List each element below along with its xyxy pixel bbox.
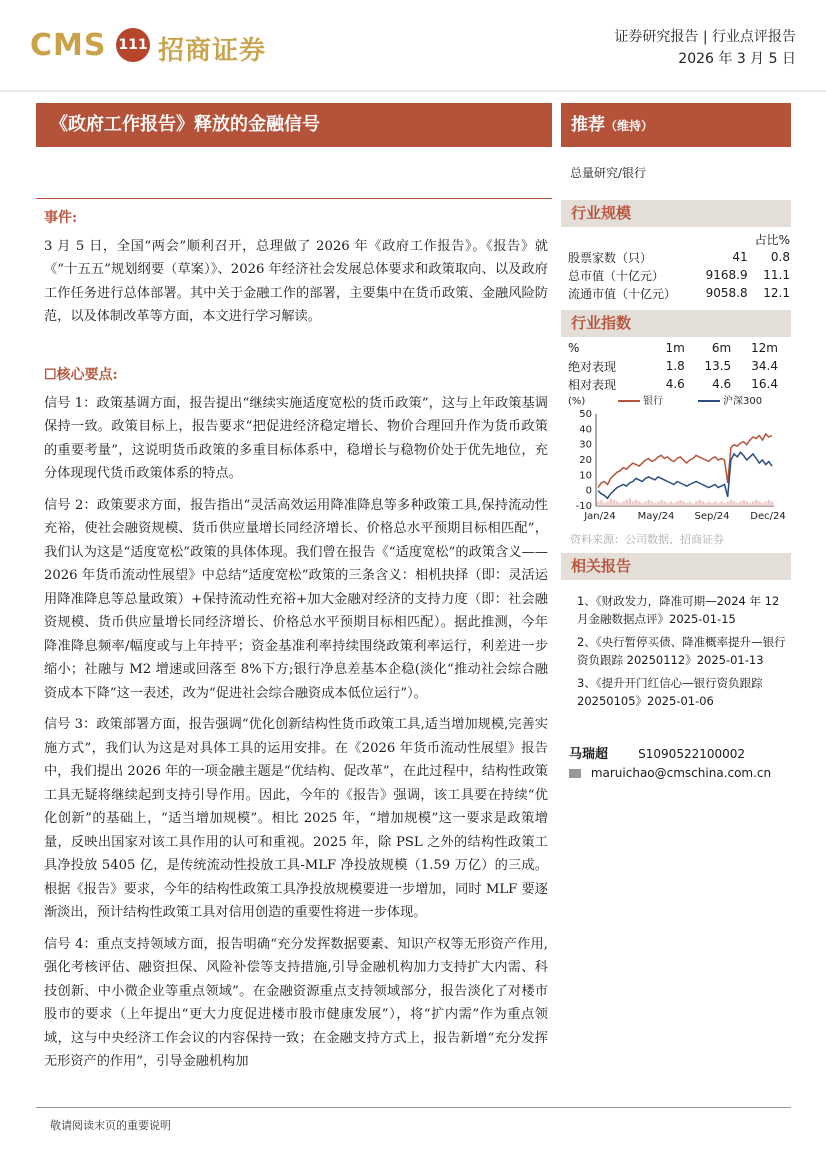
mail-icon (569, 769, 581, 778)
volume-bar (730, 500, 733, 506)
related-report-item[interactable]: 2、《央行暂停买债、降准概率提升—银行资负跟踪 20250112》2025-01-13 (577, 635, 786, 667)
volume-bar (616, 501, 619, 506)
volume-bar (638, 501, 641, 506)
volume-bar (692, 503, 695, 506)
signal-3: 信号 3：政策部署方面，报告强调“优化创新结构性货币政策工具,适当增加规模,完善实施方式”，我们认为这是对具体工具的运用安排。在《2026 年货币流动性展望》报告中，我们提出 2026 年的一项金融主题是“优结构、促改革”，在此过程中，结构性政策工具无疑将继续起到支持引导作用。因此，今年的《报告》强调，该工具要在持续“优化创新”的基础上，“适当增加规模”。相比 2025 年，“增加规模”这一要求是政策增量，反映出国家对该工具作用的认可和重视。2025 年，除 PSL 之外的结构性政策工具净投放 5405 亿，是传统流动性投放工具-MLF 净投放规模（1.59 万亿）的三成。根据《报告》要求，今年的结构性政策工具净投放规模要进一步增加，同时 MLF 要逐渐淡出，预计结构性政策工具对信用创造的重要性将进一步体现。 (44, 717, 548, 920)
event-rule (36, 198, 552, 199)
y-tick-label: 20 (579, 455, 592, 466)
volume-bar (603, 503, 606, 506)
volume-bar (689, 501, 692, 506)
volume-bar (622, 501, 625, 506)
signal-4: 信号 4：重点支持领域方面，报告明确“充分发挥数据要素、知识产权等无形资产作用,强化考核评估、融资担保、风险补偿等支持措施,引导金融机构加力支持扩大内需、科技创新、中小微企业等重点领域”。在金融资源重点支持领域部分，报告淡化了对楼市股市的要求（上年提出“更大力度促进楼市股市健康发展”），将“扩内需”作为重点领域，这与中央经济工作会议的内容保持一致；在金融支持方式上，报告新增“充分发挥无形资产的作用”，引导金融机构加 (44, 936, 548, 1069)
volume-bar (717, 503, 720, 506)
table-row (568, 248, 790, 266)
analyst-email[interactable]: maruichao@cmschina.com.cn (590, 766, 772, 780)
industry-index-table (568, 339, 778, 393)
industry-scale-table (568, 230, 790, 302)
volume-bar (676, 501, 679, 506)
y-tick-label: 30 (579, 439, 592, 451)
industry-index-heading: 行业指数 (561, 310, 791, 337)
volume-bar (727, 501, 730, 506)
row-pct: 11.1 (763, 268, 790, 282)
volume-bar (625, 500, 628, 506)
volume-bar (597, 501, 600, 506)
y-tick-label: 40 (579, 424, 592, 436)
row-value: 1.8 (665, 359, 685, 373)
row-value: 41 (732, 250, 748, 264)
volume-bar (610, 498, 613, 506)
legend-label: 沪深300 (723, 396, 763, 407)
event-text: 3 月 5 日，全国“两会”顺利召开，总理做了 2026 年《政府工作报告》。《报告》就《“十五五”规划纲要（草案）》、2026 年经济社会发展总体要求和政策取向、以及政府工作任务进行总体部署。其中关于金融工作的部署，主要集中在货币政策、金融风险防范，以及体制改革等方面，本文进行学习解读。 (44, 238, 548, 324)
row-value: 4.6 (665, 377, 685, 391)
volume-bar (698, 500, 701, 506)
volume-bar (648, 500, 651, 506)
volume-bar (711, 503, 714, 506)
x-tick-label: Sep/24 (694, 511, 730, 522)
volume-bar (619, 503, 622, 506)
volume-bar (635, 500, 638, 506)
event-section (44, 207, 548, 329)
volume-bar (629, 498, 632, 506)
volume-bar (632, 501, 635, 506)
volume-bar (667, 503, 670, 506)
table-row (568, 284, 790, 302)
footer-note: 敬请阅读末页的重要说明 (50, 1119, 171, 1132)
row-pct: 12.1 (763, 286, 790, 300)
row-value: 4.6 (712, 377, 732, 391)
table-row (568, 357, 778, 375)
volume-bar (673, 503, 676, 506)
table-row (568, 266, 790, 284)
rating-sub: （维持） (605, 119, 654, 133)
industry-index-chart (566, 392, 788, 530)
rating-box (561, 103, 791, 147)
x-tick-label: May/24 (637, 511, 675, 522)
col-header: % (568, 341, 580, 355)
report-type: 证券研究报告 | 行业点评报告 (614, 29, 796, 45)
series-line-0 (598, 434, 772, 488)
volume-bar (752, 501, 755, 506)
volume-bar (657, 501, 660, 506)
volume-bar (641, 503, 644, 506)
header-divider (0, 90, 826, 92)
volume-bar (720, 501, 723, 506)
volume-bar (701, 501, 704, 506)
col-header: 1m (665, 341, 685, 355)
volume-bar (758, 501, 761, 506)
y-tick-label: 50 (579, 409, 592, 420)
volume-bar (651, 501, 654, 506)
row-label: 股票家数（只） (568, 250, 653, 265)
volume-bar (613, 500, 616, 506)
volume-bar (746, 501, 749, 506)
rating-label: 推荐 (571, 115, 605, 135)
volume-bar (660, 500, 663, 506)
volume-bar (768, 500, 771, 506)
row-value: 16.4 (751, 377, 778, 391)
analyst-email-row (569, 766, 771, 780)
report-title: 《政府工作报告》释放的金融信号 (36, 103, 552, 147)
volume-bar (663, 501, 666, 506)
logo-chinese-text: 招商证券 (158, 36, 267, 66)
footer-divider (36, 1107, 791, 1108)
related-report-item[interactable]: 1、《财政发力，降准可期—2024 年 12 月金融数据点评》2025-01-15 (577, 594, 780, 626)
col-header: 12m (751, 341, 778, 355)
volume-bar (771, 501, 774, 506)
volume-bar (733, 501, 736, 506)
volume-bar (714, 501, 717, 506)
row-pct: 0.8 (770, 250, 790, 264)
chart-source: 资料来源：公司数据、招商证券 (570, 533, 724, 546)
row-label: 相对表现 (568, 377, 617, 392)
volume-bar (743, 500, 746, 506)
volume-bar (755, 500, 758, 506)
series-line-1 (598, 452, 772, 498)
volume-bar (644, 501, 647, 506)
volume-bar (724, 503, 727, 506)
volume-bar (736, 503, 739, 506)
row-value: 13.5 (704, 359, 732, 373)
row-label: 流通市值（十亿元） (568, 286, 677, 301)
report-date: 2026 年 3 月 5 日 (678, 51, 796, 67)
core-section (44, 364, 548, 1074)
event-heading: 事件: (44, 210, 78, 226)
volume-bar (765, 501, 768, 506)
y-tick-label: 10 (579, 470, 592, 482)
core-heading: ☐核心要点: (44, 367, 118, 383)
x-tick-label: Dec/24 (750, 511, 786, 522)
volume-bar (749, 503, 752, 506)
row-value: 9168.9 (705, 268, 748, 282)
row-value: 34.4 (751, 359, 778, 373)
y-tick-label: -10 (575, 501, 592, 512)
volume-bar (679, 500, 682, 506)
table-header-row (568, 339, 778, 357)
analyst-name: 马瑞超 (569, 747, 609, 762)
pct-header: 占比% (754, 232, 790, 247)
y-tick-label: 0 (585, 485, 592, 497)
volume-bar (739, 501, 742, 506)
x-tick-label: Jan/24 (584, 511, 616, 522)
volume-bar (695, 501, 698, 506)
row-label: 绝对表现 (568, 359, 617, 374)
category-label: 总量研究/银行 (570, 166, 647, 180)
logo-badge-icon: 111 (116, 28, 150, 62)
volume-bar (762, 503, 765, 506)
row-label: 总市值（十亿元） (568, 268, 665, 283)
header-meta (614, 26, 796, 70)
volume-bar (670, 501, 673, 506)
related-reports-list (577, 593, 787, 716)
volume-bar (606, 501, 609, 506)
related-report-item[interactable]: 3、《提升开门红信心—银行资负跟踪 20250105》2025-01-06 (577, 676, 763, 708)
signal-1: 信号 1：政策基调方面，报告提出“继续实施适度宽松的货币政策”，这与上年政策基调保持一致。政策目标上，报告要求“把促进经济稳定增长、物价合理回升作为货币政策的重要考量”，这说明货币政策的多重目标体系中，稳增长与稳物价处于优先地位，充分体现现代货币政策体系的特点。 (44, 395, 548, 481)
volume-bar (654, 503, 657, 506)
col-header: 6m (711, 341, 732, 355)
volume-bar (682, 501, 685, 506)
row-value: 9058.8 (705, 286, 748, 300)
volume-bar (708, 501, 711, 506)
volume-bar (705, 503, 708, 506)
industry-scale-heading: 行业规模 (561, 200, 791, 227)
table-row (568, 375, 778, 393)
volume-bar (600, 500, 603, 506)
company-logo (30, 28, 290, 68)
analyst-cert: S1090522100002 (638, 747, 746, 761)
logo-cms-text: CMS (30, 28, 107, 63)
y-axis-label: (%) (568, 396, 586, 407)
legend-label: 银行 (643, 396, 663, 407)
related-reports-heading: 相关报告 (561, 553, 791, 580)
analyst-info (569, 743, 745, 762)
signal-2: 信号 2：政策要求方面，报告指出“灵活高效运用降准降息等多种政策工具,保持流动性充裕，使社会融资规模、货币供应量增长同经济增长、价格总水平预期目标相匹配”，我们认为这是“适度宽松”政策的具体体现。我们曾在报告《“适度宽松”的政策含义——2026 年货币流动性展望》中总结“适度宽松”政策的三条含义：相机抉择（即：灵活运用降准降息等总量政策）+保持流动性充裕+加大金融对经济的支持力度（即：社会融资规模、货币供应量增长同经济增长、价格总水平预期目标相匹配）。据此推测，今年降准降息频率/幅度或与上年持平；资金基准利率持续围绕政策利率运行，利差进一步缩小；社融与 M2 增速或回落至 8%下方;银行净息差基本企稳(淡化“推动社会综合融资成本下降”这一表述，改为“促进社会综合融资成本低位运行”）。 (44, 497, 548, 701)
volume-bar (686, 503, 689, 506)
